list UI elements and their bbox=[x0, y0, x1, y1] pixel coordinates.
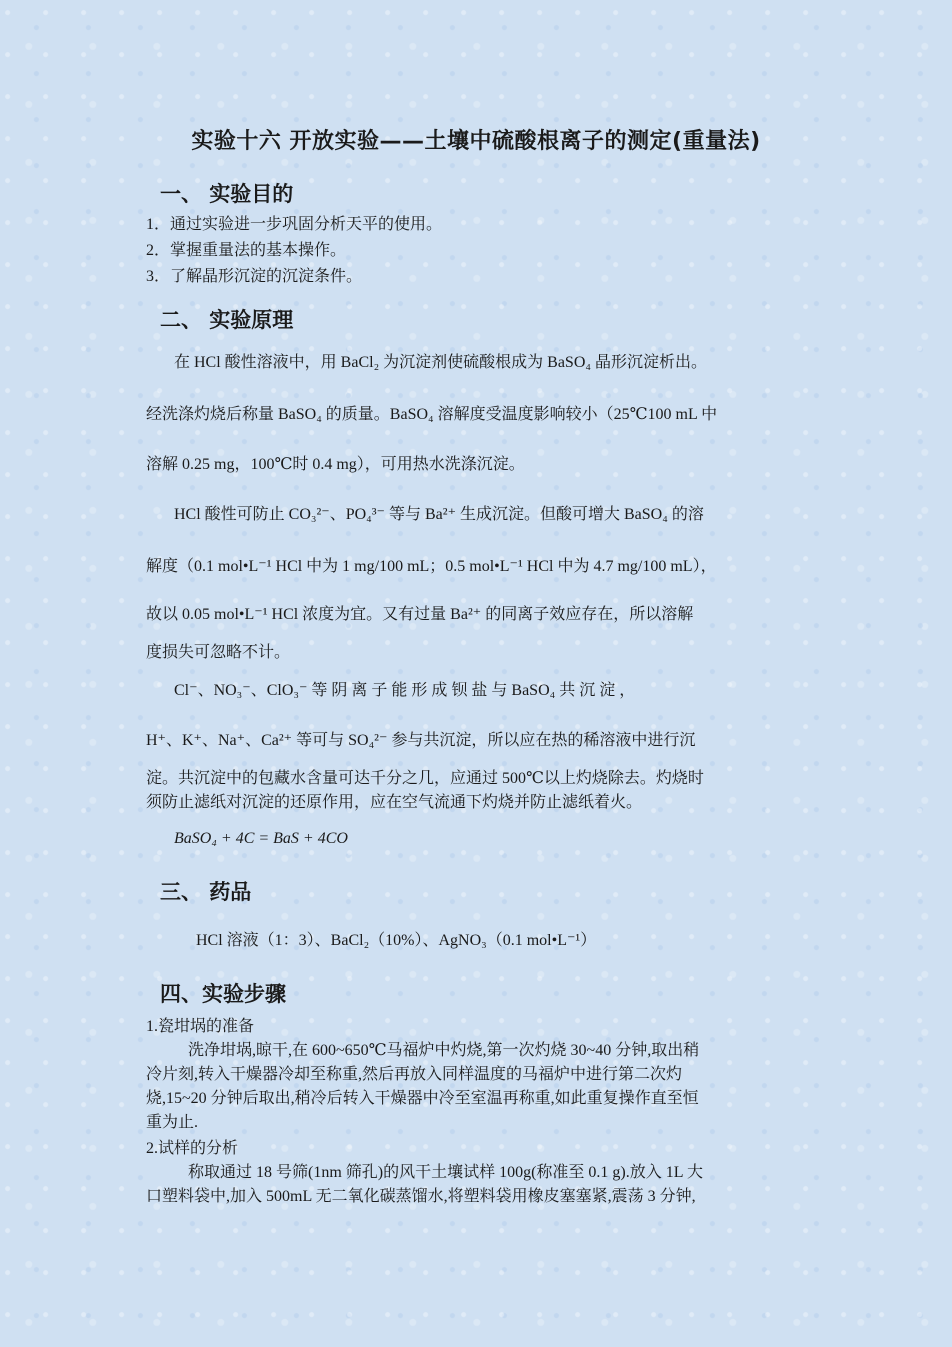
principle-line-9: H⁺、K⁺、Na⁺、Ca²⁺ 等可与 SO₄²⁻ 参与共沉淀，所以应在热的稀溶液中进行沉 bbox=[146, 732, 696, 749]
procedure-step-1-line-2: 冷片刻,转入干燥器冷却至称重,然后再放入同样温度的马福炉中进行第二次灼 bbox=[146, 1066, 683, 1083]
section-heading-reagents: 三、 药品 bbox=[160, 880, 252, 904]
procedure-step-2-title: 2.试样的分析 bbox=[146, 1140, 239, 1157]
procedure-step-1-line-4: 重为止. bbox=[146, 1114, 199, 1131]
principle-line-5: 解度（0.1 mol•L⁻¹ HCl 中为 1 mg/100 mL；0.5 mol•L⁻¹ HCl 中为 4.7 mg/100 mL）， bbox=[146, 558, 717, 575]
procedure-step-2-line-1: 称取通过 18 号筛(1nm 筛孔)的风干土壤试样 100g(称准至 0.1 g).放入 1L 大 bbox=[188, 1164, 703, 1181]
purpose-item-3: 3．了解晶形沉淀的沉淀条件。 bbox=[146, 268, 363, 285]
principle-line-11: 须防止滤纸对沉淀的还原作用，应在空气流通下灼烧并防止滤纸着火。 bbox=[146, 794, 643, 811]
principle-line-8: Cl⁻、NO₃⁻、ClO₃⁻ 等 阴 离 子 能 形 成 钡 盐 与 BaSO₄ 共 沉 淀 ， bbox=[174, 682, 636, 699]
principle-line-2: 经洗涤灼烧后称量 BaSO₄ 的质量。BaSO₄ 溶解度受温度影响较小（25℃100 mL 中 bbox=[146, 406, 718, 423]
principle-line-4: HCl 酸性可防止 CO₃²⁻、PO₄³⁻ 等与 Ba²⁺ 生成沉淀。但酸可增大 BaSO₄ 的溶 bbox=[174, 506, 704, 523]
section-heading-procedure: 四、实验步骤 bbox=[160, 982, 286, 1006]
purpose-item-1: 1．通过实验进一步巩固分析天平的使用。 bbox=[146, 216, 443, 233]
principle-line-10: 淀。共沉淀中的包藏水含量可达千分之几，应通过 500℃以上灼烧除去。灼烧时 bbox=[146, 770, 704, 787]
principle-line-3: 溶解 0.25 mg，100℃时 0.4 mg），可用热水洗涤沉淀。 bbox=[146, 456, 525, 473]
principle-line-1: 在 HCl 酸性溶液中，用 BaCl₂ 为沉淀剂使硫酸根成为 BaSO₄ 晶形沉淀析出。 bbox=[174, 354, 707, 371]
procedure-step-1-line-1: 洗净坩埚,晾干,在 600~650℃马福炉中灼烧,第一次灼烧 30~40 分钟,取出稍 bbox=[188, 1042, 700, 1059]
purpose-item-2: 2．掌握重量法的基本操作。 bbox=[146, 242, 347, 259]
document-title: 实验十六 开放实验——土壤中硫酸根离子的测定(重量法) bbox=[191, 129, 761, 154]
principle-line-6: 故以 0.05 mol•L⁻¹ HCl 浓度为宜。又有过量 Ba²⁺ 的同离子效应存在，所以溶解 bbox=[146, 606, 694, 623]
reagents-list: HCl 溶液（1：3）、BaCl₂（10%）、AgNO₃（0.1 mol•L⁻¹） bbox=[196, 932, 597, 949]
procedure-step-1-line-3: 烧,15~20 分钟后取出,稍冷后转入干燥器中冷至室温再称重,如此重复操作直至恒 bbox=[146, 1090, 699, 1107]
principle-line-7: 度损失可忽略不计。 bbox=[146, 644, 291, 661]
procedure-step-2-line-2: 口塑料袋中,加入 500mL 无二氧化碳蒸馏水,将塑料袋用橡皮塞塞紧,震荡 3 分钟, bbox=[146, 1188, 696, 1205]
procedure-step-1-title: 1.瓷坩埚的准备 bbox=[146, 1018, 255, 1035]
reaction-equation: BaSO₄ + 4C = BaS + 4CO bbox=[174, 830, 348, 847]
section-heading-purpose: 一、 实验目的 bbox=[160, 182, 294, 206]
section-heading-principle: 二、 实验原理 bbox=[160, 308, 294, 332]
